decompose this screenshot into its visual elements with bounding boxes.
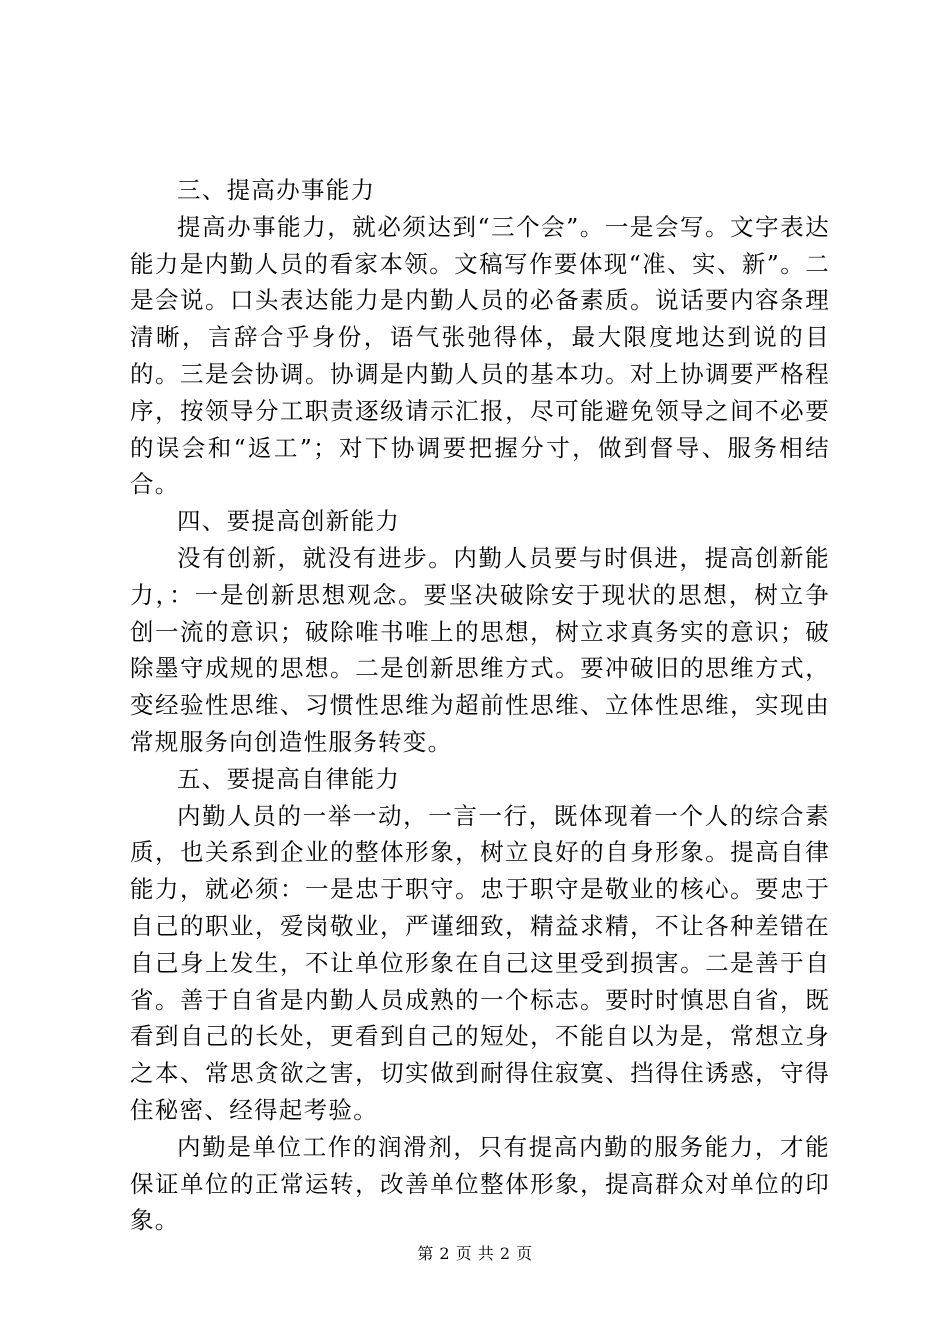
section-3-paragraph: 提高办事能力，就必须达到“三个会”。一是会写。文字表达能力是内勤人员的看家本领。文稿写作要体现“准、实、新”。二是会说。口头表达能力是内勤人员的必备素质。说话要内容条理清晰，言辞合乎身份，语气张弛得体，最大限度地达到说的目的。三是会协调。协调是内勤人员的基本功。对上协调要严格程序，按领导分工职责逐级请示汇报，尽可能避免领导之间不必要的误会和“返工”；对下协调要把握分寸，做到督导、服务相结合。 (130, 212, 830, 499)
document-body (130, 172, 830, 1239)
section-heading-3: 三、提高办事能力 (177, 176, 376, 204)
section-heading-5: 五、要提高自律能力 (177, 764, 401, 793)
section-4-paragraph: 没有创新，就没有进步。内勤人员要与时俱进，提高创新能力，：一是创新思想观念。要坚决破除安于现状的思想，树立争创一流的意识；破除唯书唯上的思想，树立求真务实的意识；破除墨守成规的思想。二是创新思维方式。要冲破旧的思维方式，变经验性思维、习惯性思维为超前性思维、立体性思维，实现由常规服务向创造性服务转变。 (130, 543, 830, 756)
section-5-paragraph: 内勤人员的一举一动，一言一行，既体现着一个人的综合素质，也关系到企业的整体形象，树立良好的自身形象。提高自律能力，就必须：一是忠于职守。忠于职守是敬业的核心。要忠于自己的职业，爱岗敬业，严谨细致，精益求精，不让各种差错在自己身上发生，不让单位形象在自己这里受到损害。二是善于自省。善于自省是内勤人员成熟的一个标志。要时时慎思自省，既看到自己的长处，更看到自己的短处，不能自以为是，常想立身之本、常思贪欲之害，切实做到耐得住寂寞、挡得住诱惑，守得住秘密、经得起考验。 (130, 801, 830, 1124)
closing-paragraph: 内勤是单位工作的润滑剂，只有提高内勤的服务能力，才能保证单位的正常运转，改善单位整体形象，提高群众对单位的印象。 (130, 1132, 830, 1235)
page-number-footer: 第 2 页 共 2 页 (417, 1244, 533, 1263)
section-heading-4: 四、要提高创新能力 (177, 507, 401, 536)
